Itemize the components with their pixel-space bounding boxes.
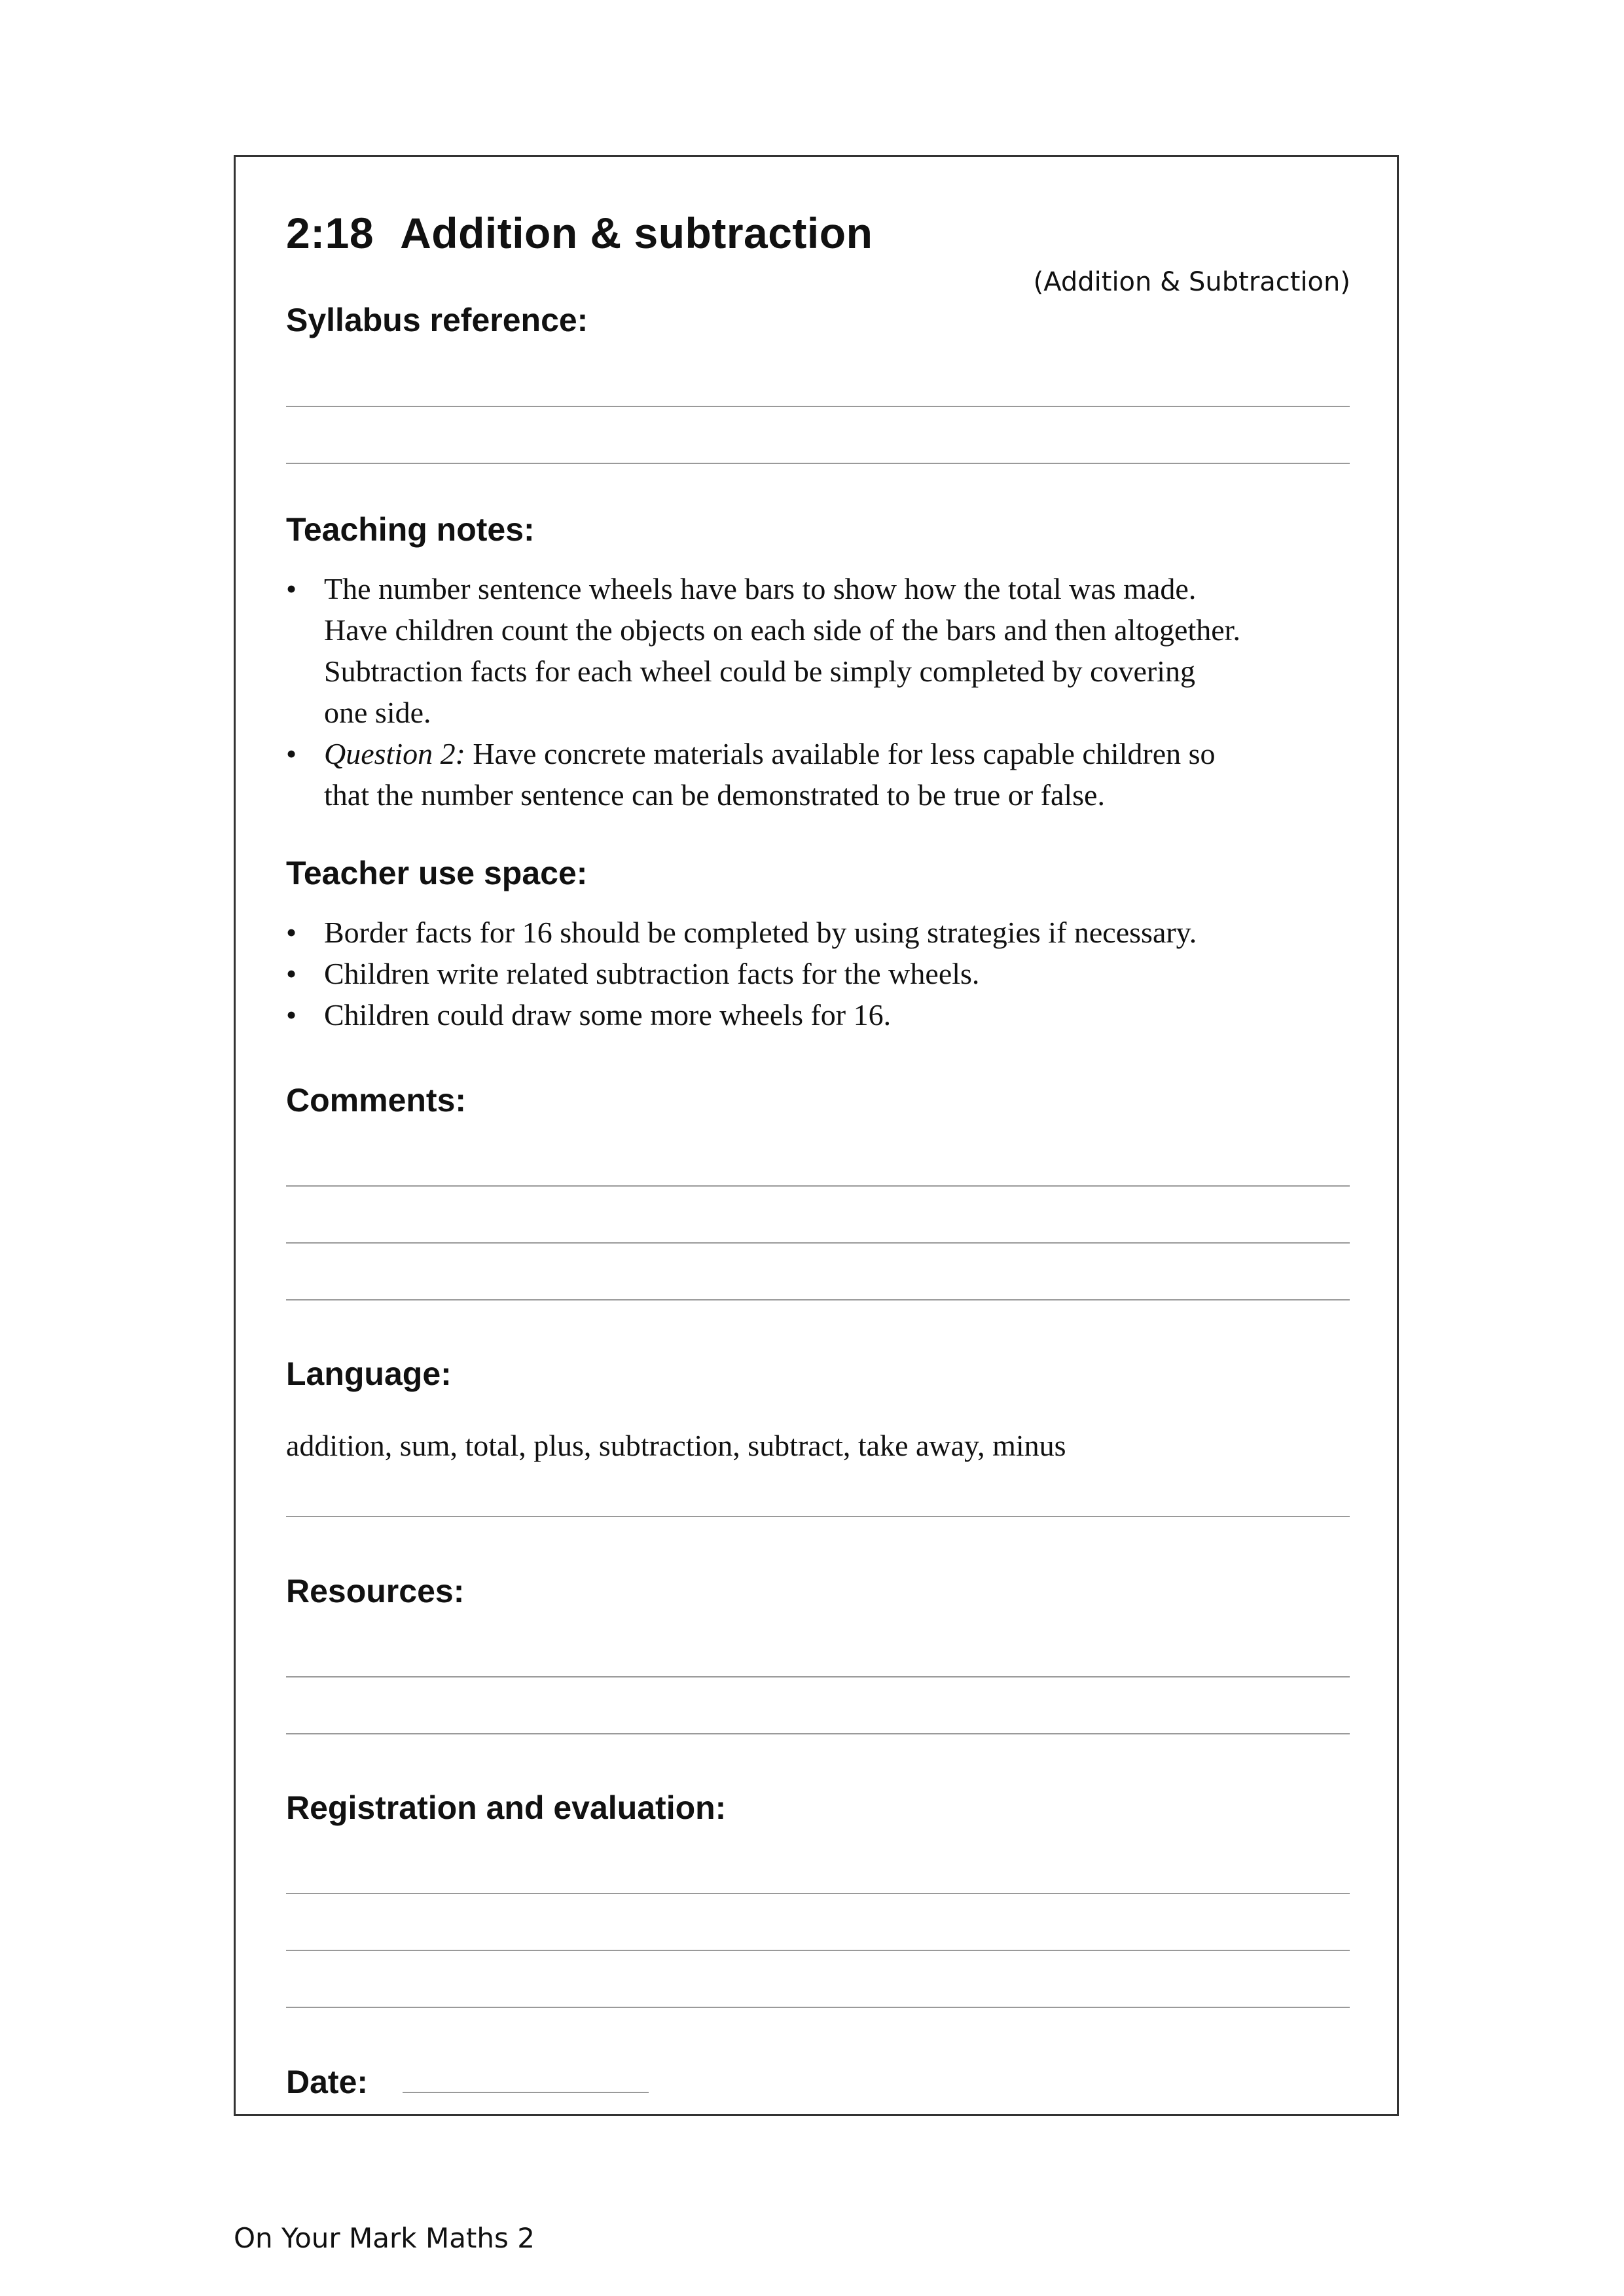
- syllabus-line-1[interactable]: [286, 406, 1350, 407]
- page-title: [286, 208, 873, 258]
- comments-line-2[interactable]: [286, 1242, 1350, 1244]
- note-line: that the number sentence can be demonstrated to be true or false.: [324, 778, 1105, 812]
- language-text: addition, sum, total, plus, subtraction, subtract, take away, minus: [286, 1429, 1066, 1462]
- resources-line-2[interactable]: [286, 1733, 1350, 1734]
- lesson-number: 2:18: [286, 209, 374, 257]
- resources-heading: Resources:: [286, 1573, 465, 1609]
- lesson-title: Addition & subtraction: [400, 209, 873, 257]
- note-line: Have children count the objects on each side of the bars and then altogether.: [324, 613, 1240, 647]
- question-ref: Question 2:: [324, 737, 465, 770]
- date-field-line[interactable]: [403, 2092, 649, 2093]
- note-line: one side.: [324, 696, 431, 729]
- registration-line-1[interactable]: [286, 1893, 1350, 1894]
- note-line: The number sentence wheels have bars to show how the total was made.: [324, 572, 1197, 605]
- teaching-note-item: [286, 733, 1360, 816]
- teacher-use-list: [286, 912, 1360, 1035]
- teacher-use-item: • Children write related subtraction facts for the wheels.: [286, 953, 1360, 994]
- footer-book-title: On Your Mark Maths 2: [234, 2222, 535, 2254]
- teaching-notes-list: [286, 568, 1360, 816]
- teacher-use-item: • Border facts for 16 should be completed by using strategies if necessary.: [286, 912, 1360, 953]
- language-line[interactable]: [286, 1516, 1350, 1517]
- date-heading: Date:: [286, 2064, 369, 2100]
- note-line: Subtraction facts for each wheel could be simply completed by covering: [324, 655, 1196, 688]
- note-line: Have concrete materials available for less capable children so: [465, 737, 1216, 770]
- registration-line-2[interactable]: [286, 1950, 1350, 1951]
- language-heading: Language:: [286, 1355, 452, 1392]
- comments-line-3[interactable]: [286, 1299, 1350, 1300]
- teacher-use-heading: Teacher use space:: [286, 855, 588, 891]
- syllabus-heading: Syllabus reference:: [286, 302, 588, 338]
- teaching-note-item: [286, 568, 1360, 733]
- strand-label: (Addition & Subtraction): [1033, 267, 1350, 297]
- syllabus-line-2[interactable]: [286, 463, 1350, 464]
- registration-line-3[interactable]: [286, 2007, 1350, 2008]
- registration-heading: Registration and evaluation:: [286, 1789, 727, 1826]
- comments-heading: Comments:: [286, 1082, 467, 1119]
- comments-line-1[interactable]: [286, 1185, 1350, 1187]
- teaching-notes-heading: Teaching notes:: [286, 511, 535, 548]
- teacher-use-item: • Children could draw some more wheels for 16.: [286, 994, 1360, 1035]
- resources-line-1[interactable]: [286, 1676, 1350, 1677]
